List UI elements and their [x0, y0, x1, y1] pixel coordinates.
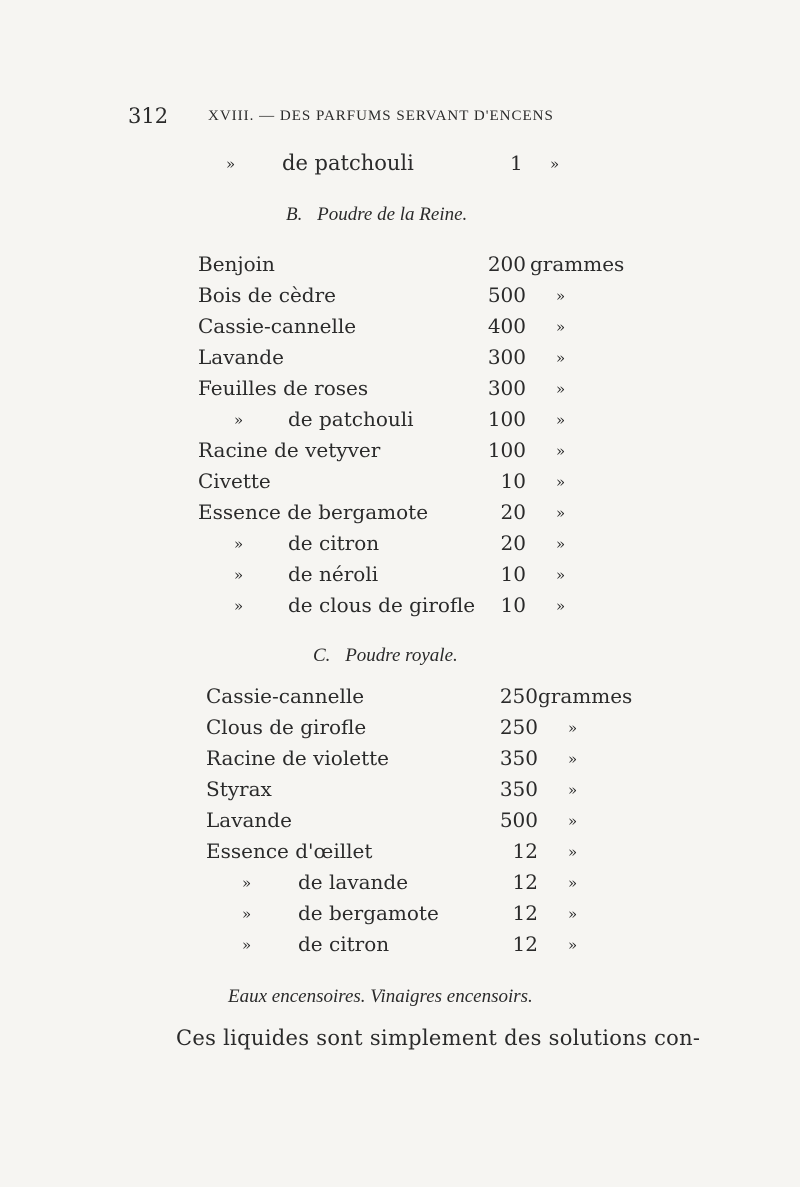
ingredient-unit: »	[556, 411, 566, 429]
ingredient-name: de bergamote	[298, 901, 439, 925]
ingredient-unit: »	[568, 750, 578, 768]
ditto-mark: »	[234, 411, 244, 429]
ingredient-qty: 400	[487, 314, 526, 338]
ingredient-row	[206, 715, 646, 745]
ingredient-qty: 300	[487, 376, 526, 400]
ingredient-qty: 500	[487, 283, 526, 307]
ingredient-row	[206, 777, 646, 807]
carry-over-row	[226, 151, 586, 181]
ingredient-unit: »	[568, 936, 578, 954]
ingredient-row	[198, 376, 638, 406]
section-b-title	[286, 204, 467, 226]
section-b-label: B.	[286, 204, 303, 225]
ingredient-qty: 350	[499, 777, 538, 801]
ingredient-unit: »	[568, 874, 578, 892]
page-number: 312	[128, 104, 169, 128]
section-c-name: Poudre royale.	[345, 645, 458, 666]
ingredient-qty: 12	[512, 839, 538, 863]
ingredient-row	[198, 314, 638, 344]
ingredient-qty: 12	[512, 932, 538, 956]
ingredient-row	[198, 562, 638, 592]
ingredient-qty: 1	[510, 151, 523, 175]
ingredient-name: Cassie-cannelle	[198, 314, 357, 338]
section-c-title	[313, 645, 458, 667]
ingredient-name: Essence d'œillet	[206, 839, 373, 863]
ingredient-unit: »	[556, 287, 566, 305]
ingredient-row	[206, 870, 646, 900]
ingredient-row	[206, 839, 646, 869]
ingredient-unit: »	[556, 473, 566, 491]
ingredient-row	[198, 407, 638, 437]
ingredient-name: de clous de girofle	[288, 593, 476, 617]
ingredient-qty: 250	[499, 684, 538, 708]
ingredient-unit: »	[568, 905, 578, 923]
page-header	[128, 104, 608, 128]
ingredient-row	[198, 252, 638, 282]
section-c-label: C.	[313, 645, 331, 666]
ingredient-unit: »	[568, 843, 578, 861]
ingredient-unit: »	[568, 719, 578, 737]
ingredient-qty: 100	[487, 438, 526, 462]
ingredient-row	[198, 500, 638, 530]
ditto-mark: »	[242, 936, 252, 954]
ingredient-row	[206, 808, 646, 838]
ingredient-unit: »	[556, 566, 566, 584]
ingredient-name: Styrax	[206, 777, 272, 801]
ingredient-name: Bois de cèdre	[198, 283, 336, 307]
ingredient-name: Cassie-cannelle	[206, 684, 365, 708]
ingredient-row	[198, 593, 638, 623]
ingredient-name: Benjoin	[198, 252, 275, 276]
ingredient-row	[198, 345, 638, 375]
ingredient-unit: »	[556, 380, 566, 398]
ingredient-row	[206, 684, 646, 714]
ingredient-row	[206, 746, 646, 776]
ingredient-name: Lavande	[198, 345, 284, 369]
ditto-mark: »	[242, 905, 252, 923]
ingredient-name: Civette	[198, 469, 271, 493]
ditto-mark: »	[234, 566, 244, 584]
ingredient-row	[198, 438, 638, 468]
ingredient-unit: »	[556, 504, 566, 522]
section-b-name: Poudre de la Reine.	[317, 204, 468, 225]
ingredient-qty: 10	[500, 562, 526, 586]
ingredient-row	[206, 901, 646, 931]
ingredient-qty: 12	[512, 901, 538, 925]
ingredient-unit: »	[556, 597, 566, 615]
ingredient-qty: 20	[500, 500, 526, 524]
ditto-mark: »	[234, 597, 244, 615]
ditto-mark: »	[242, 874, 252, 892]
ingredient-qty: 500	[499, 808, 538, 832]
ingredient-qty: 350	[499, 746, 538, 770]
subheading: Eaux encensoires. Vinaigres encensoirs.	[228, 986, 533, 1007]
ingredient-name: de patchouli	[282, 151, 414, 175]
ingredient-name: de citron	[298, 932, 390, 956]
ingredient-qty: 100	[487, 407, 526, 431]
ingredient-unit: »	[556, 535, 566, 553]
ingredient-row	[198, 469, 638, 499]
ingredient-unit: »	[568, 781, 578, 799]
ingredient-name: de patchouli	[288, 407, 414, 431]
ingredient-qty: 250	[499, 715, 538, 739]
ingredient-qty: 12	[512, 870, 538, 894]
ingredient-qty: 10	[500, 469, 526, 493]
ingredient-qty: 200	[487, 252, 526, 276]
ingredient-unit: grammes	[538, 684, 633, 708]
ingredient-name: Racine de vetyver	[198, 438, 381, 462]
ingredient-name: de lavande	[298, 870, 409, 894]
ingredient-name: Feuilles de roses	[198, 376, 369, 400]
ingredient-row	[198, 283, 638, 313]
ingredient-name: Clous de girofle	[206, 715, 367, 739]
ingredient-name: Racine de violette	[206, 746, 389, 770]
ingredient-qty: 300	[487, 345, 526, 369]
ingredient-name: Essence de bergamote	[198, 500, 429, 524]
ingredient-row	[198, 531, 638, 561]
ingredient-name: de néroli	[288, 562, 379, 586]
ingredient-unit: »	[550, 155, 560, 173]
ingredient-name: Lavande	[206, 808, 292, 832]
ingredient-name: de citron	[288, 531, 380, 555]
ingredient-qty: 10	[500, 593, 526, 617]
ditto-mark: »	[226, 155, 236, 173]
ditto-mark: »	[234, 535, 244, 553]
running-title: XVIII. — DES PARFUMS SERVANT D'ENCENS	[208, 108, 554, 124]
ingredient-unit: grammes	[530, 252, 625, 276]
ingredient-unit: »	[556, 318, 566, 336]
ingredient-row	[206, 932, 646, 962]
ingredient-unit: »	[556, 349, 566, 367]
ingredient-qty: 20	[500, 531, 526, 555]
ingredient-unit: »	[568, 812, 578, 830]
paragraph-text: Ces liquides sont simplement des solutions con-	[176, 1026, 701, 1050]
ingredient-unit: »	[556, 442, 566, 460]
